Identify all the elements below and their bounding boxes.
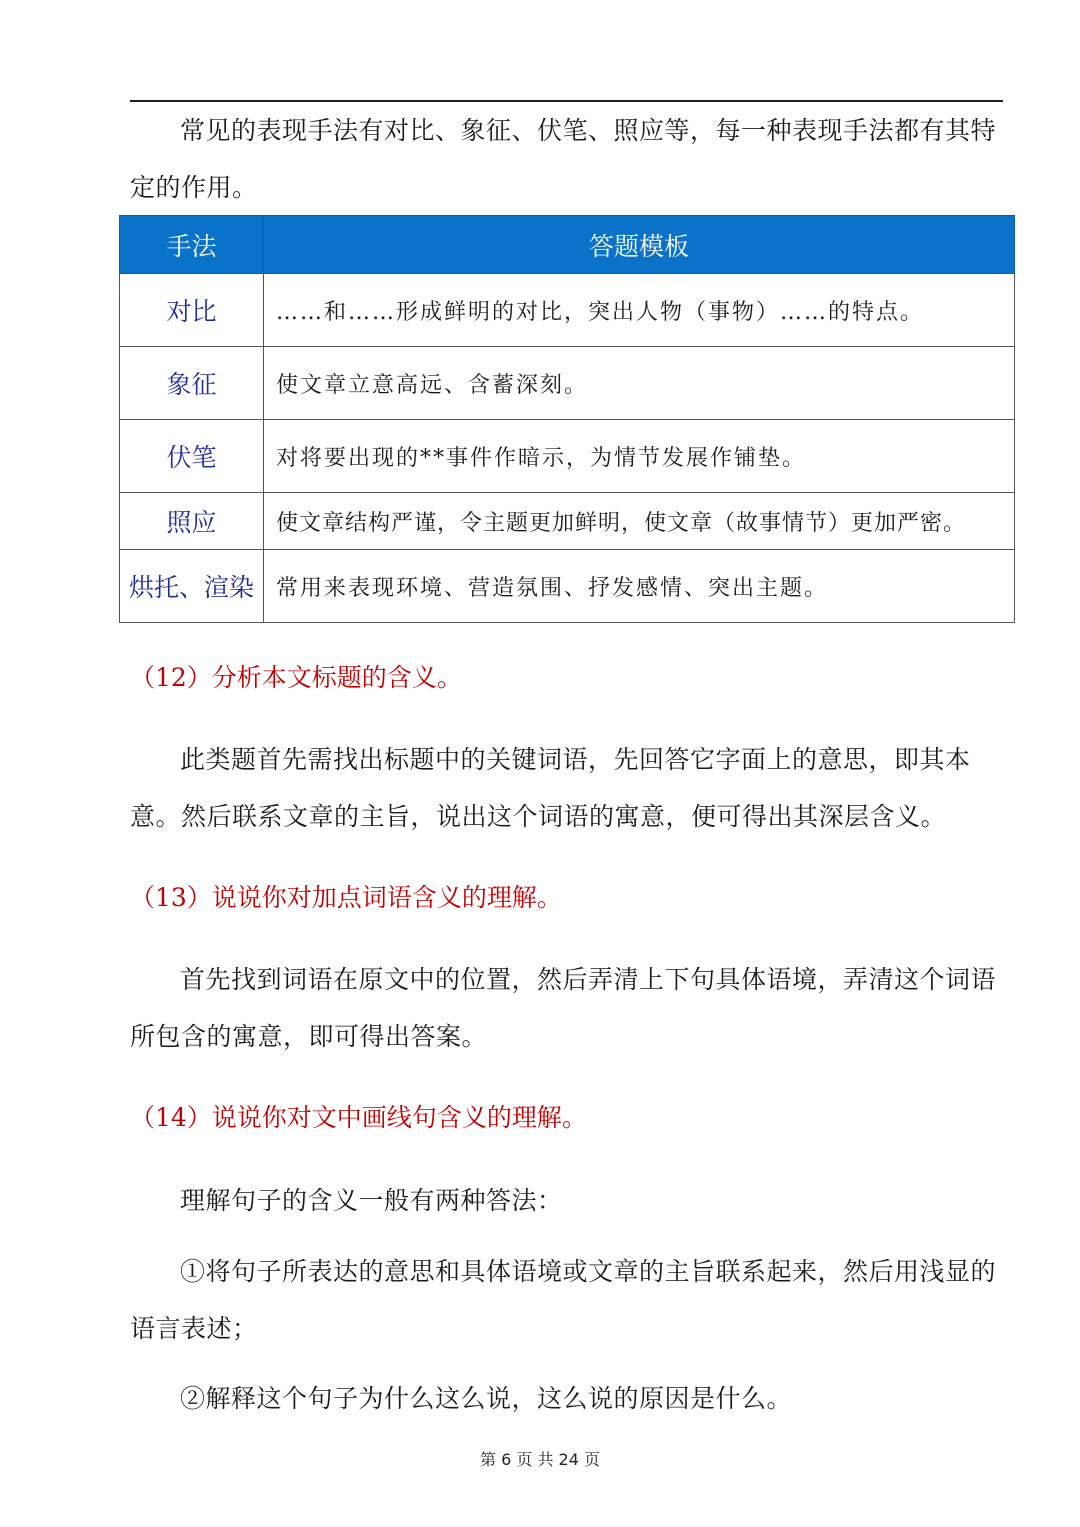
method-name: 伏笔 xyxy=(120,420,264,493)
section-heading-13: （13）说说你对加点词语含义的理解。 xyxy=(130,883,562,912)
method-table xyxy=(119,215,1015,623)
method-template: 使文章立意高远、含蓄深刻。 xyxy=(264,347,1015,420)
page-footer: 第 6 页 共 24 页 xyxy=(480,1450,600,1469)
header-template: 答题模板 xyxy=(264,216,1015,274)
section-12-paragraph: 此类题首先需找出标题中的关键词语，先回答它字面上的意思，即其本意。然后联系文章的主旨，说出这个词语的寓意，便可得出其深层含义。 xyxy=(130,745,971,831)
intro-paragraph: 常见的表现手法有对比、象征、伏笔、照应等，每一种表现手法都有其特定的作用。 xyxy=(130,116,997,202)
section-heading-12: （12）分析本文标题的含义。 xyxy=(130,663,462,692)
method-name: 烘托、渲染 xyxy=(120,550,264,623)
section-14-paragraph-3: ②解释这个句子为什么这么说，这么说的原因是什么。 xyxy=(180,1384,793,1413)
section-heading-14: （14）说说你对文中画线句含义的理解。 xyxy=(130,1103,587,1132)
section-13-paragraph: 首先找到词语在原文中的位置，然后弄清上下句具体语境，弄清这个词语所包含的寓意，即可得出答案。 xyxy=(130,965,997,1051)
table-row xyxy=(120,550,1015,623)
table-row xyxy=(120,493,1015,550)
header-method: 手法 xyxy=(120,216,264,274)
method-name: 象征 xyxy=(120,347,264,420)
table-header-row xyxy=(120,216,1015,274)
method-template: 使文章结构严谨，令主题更加鲜明，使文章（故事情节）更加严密。 xyxy=(264,493,1015,550)
table-row xyxy=(120,347,1015,420)
method-template: 常用来表现环境、营造氛围、抒发感情、突出主题。 xyxy=(264,550,1015,623)
table-row xyxy=(120,420,1015,493)
table-row xyxy=(120,274,1015,347)
method-template: 对将要出现的**事件作暗示，为情节发展作铺垫。 xyxy=(264,420,1015,493)
section-14-paragraph-1: 理解句子的含义一般有两种答法： xyxy=(180,1186,563,1215)
method-name: 照应 xyxy=(120,493,264,550)
method-template: ……和……形成鲜明的对比，突出人物（事物）……的特点。 xyxy=(264,274,1015,347)
section-14-paragraph-2: ①将句子所表达的意思和具体语境或文章的主旨联系起来，然后用浅显的语言表述； xyxy=(130,1257,997,1343)
method-name: 对比 xyxy=(120,274,264,347)
